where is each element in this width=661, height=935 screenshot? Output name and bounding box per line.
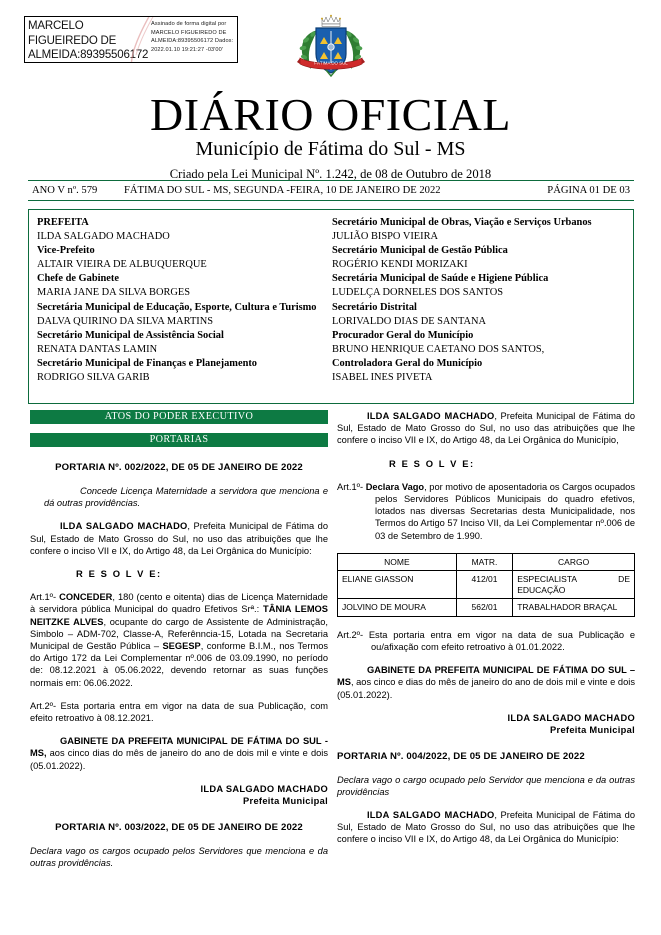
art1-text-a: , 180 (cento e oitenta) dias de Licença Maternidade à servidora pública Municipal do quadro Efetivos Srª.: [30, 592, 328, 615]
official-name: ISABEL INES PIVETA [332, 372, 433, 384]
portaria-002-preamble [30, 520, 328, 557]
officials-column-left [37, 216, 322, 385]
official-name: ILDA SALGADO MACHADO [37, 231, 170, 243]
column-header-nome: NOME [338, 553, 457, 571]
official-name: DALVA QUIRINO DA SILVA MARTINS [37, 315, 214, 327]
portaria-002-gabinete [30, 735, 328, 772]
column-header-cargo: CARGO [513, 553, 635, 571]
art1-text: , por motivo de aposentadoria os Cargos ocupados pelos Servidores Públicos Municipais do quadro efetivos, lotados nas diversas Secretarias desta Municipalidade, nos Termos do Artigo 57 Inciso VII, da Lei Complementar nº.006 de 03 de Setembro de 1.990. [375, 481, 635, 541]
art1-dept-acronym: SEGESP [162, 641, 201, 652]
portaria-004-ementa: Declara vago o cargo ocupado pelo Servidor que menciona e da outras providências [337, 774, 635, 797]
portaria-003-preamble [337, 410, 635, 447]
gabinete-text: aos cinco dias do mês de janeiro do ano de dois mil e vinte e dois (05.01.2022). [30, 748, 328, 771]
portaria-003-art1 [337, 481, 635, 542]
gabinete-text: , aos cinco e dias do mês de janeiro do ano de dois mil e vinte e dois (05.01.2022). [337, 677, 635, 700]
cell-nome: ELIANE GIASSON [338, 571, 457, 599]
portaria-003-title: PORTARIA Nº. 003/2022, DE 05 DE JANEIRO DE 2022 [55, 821, 303, 833]
preamble-text: , Prefeita Municipal de Fátima do Sul, Estado de Mato Grosso do Sul, no uso das atribuições que lhe confere o inciso VII e IX, do Artigo 48, da Lei Orgânica do Município: [30, 521, 329, 556]
signature-name: MARCELO FIGUEIREDO DE ALMEIDA:89395506172 [28, 20, 149, 61]
portaria-002-title: PORTARIA Nº. 002/2022, DE 05 DE JANEIRO DE 2022 [55, 462, 303, 473]
portaria-003-gabinete [337, 664, 635, 701]
official-role: PREFEITA [37, 217, 89, 228]
gabinete-heading: GABINETE DA PREFEITA MUNICIPAL DE FÁTIMA DO SUL – MS [337, 665, 635, 688]
art1-prefix: Art.1º- [337, 481, 366, 492]
digital-signature-box [24, 16, 238, 63]
official-name: LUDELÇA DORNELES DOS SANTOS [332, 287, 503, 299]
gabinete-heading: GABINETE DA PREFEITA MUNICIPAL DE FÁTIMA DO SUL - MS, [30, 736, 328, 759]
official-name: LORIVALDO DIAS DE SANTANA [332, 315, 486, 327]
cell-matr: 562/01 [456, 599, 512, 617]
section-header-atos: ATOS DO PODER EXECUTIVO [30, 410, 328, 424]
table-row [338, 571, 635, 599]
vacant-positions-table [337, 553, 635, 617]
officials-column-right [332, 216, 617, 385]
section-header-portarias: PORTARIAS [30, 433, 328, 447]
portaria-002-resolve-label: R E S O L V E: [76, 568, 162, 580]
portaria-002-signature [30, 783, 328, 808]
officials-box [28, 209, 634, 404]
masthead-subtitle: Município de Fátima do Sul - MS [195, 138, 466, 160]
table-header-row [338, 553, 635, 571]
signature-mayor-name: ILDA SALGADO MACHADO [507, 712, 635, 723]
official-role: Secretário Municipal de Assistência Social [37, 329, 224, 341]
art1-prefix: Art.1º- [30, 592, 60, 603]
preamble-text: , Prefeita Municipal de Fátima do Sul, Estado de Mato Grosso do Sul, no uso das atribuições que lhe confere o inciso VII e IX, do Artigo 48, da Lei Orgânica do Município: [337, 810, 636, 845]
cell-cargo: TRABALHADOR BRAÇAL [513, 599, 635, 617]
official-role: Secretário Distrital [332, 301, 417, 313]
official-name: BRUNO HENRIQUE CAETANO DOS SANTOS, [332, 343, 545, 355]
official-name: RENATA DANTAS LAMIN [37, 343, 158, 355]
body-column-right [337, 410, 635, 857]
page-title: DIÁRIO OFICIAL [150, 89, 511, 140]
coat-of-arms-icon [296, 14, 366, 88]
preamble-text: , Prefeita Municipal de Fátima do Sul, Estado de Mato Grosso do Sul, no uso das atribuições que lhe confere o inciso VII e IX, do Artigo 48, da Lei Orgânica do Município, [337, 411, 636, 446]
portaria-002-ementa: Concede Licença Maternidade a servidora que menciona e dá outras providências. [44, 486, 328, 509]
issue-bar [28, 180, 634, 201]
cell-cargo: ESPECIALISTA DE EDUCAÇÃO [517, 574, 630, 595]
official-name: ROGÉRIO KENDI MORIZAKI [332, 259, 468, 271]
official-role: Procurador Geral do Município [332, 329, 474, 341]
preamble-mayor-name: ILDA SALGADO MACHADO [367, 411, 495, 421]
art1-verb: Declara Vago [365, 481, 425, 492]
official-role: Vice-Prefeito [37, 245, 95, 257]
body-column-left [30, 410, 328, 880]
official-role: Secretária Municipal de Saúde e Higiene Pública [332, 273, 549, 285]
preamble-mayor-name: ILDA SALGADO MACHADO [367, 810, 495, 821]
portaria-003-ementa: Declara vago os cargos ocupado pelos Servidores que menciona e da outras providências. [30, 845, 328, 868]
art1-text-b: , ocupante do cargo de Assistente de Administração, Simbolo – ADM-702, Classe-A, Referênncia-15, Lotada na Secretaria Municipal de Gestão Pública – [30, 616, 328, 652]
official-role: Secretária Municipal de Educação, Esporte, Cultura e Turismo [37, 301, 317, 313]
column-header-matr: MATR. [456, 553, 512, 571]
portaria-003-resolve-label: R E S O L V E: [389, 457, 475, 469]
signature-details: Assinado de forma digital por MARCELO FIGUEIREDO DE ALMEIDA:89395506172 Dados: 2022.01.10 19:21:27 -03'00' [151, 21, 234, 53]
preamble-mayor-name: ILDA SALGADO MACHADO [60, 521, 188, 532]
official-name: RODRIGO SILVA GARIB [37, 372, 150, 384]
masthead-law-line: Criado pela Lei Municipal Nº. 1.242, de 08 de Outubro de 2018 [169, 167, 492, 181]
portaria-004-title: PORTARIA Nº. 004/2022, DE 05 DE JANEIRO DE 2022 [337, 750, 585, 762]
masthead [0, 90, 661, 182]
official-role: Chefe de Gabinete [37, 273, 119, 285]
art1-person-name: TÂNIA LEMOS NEITZKE ALVES [30, 604, 328, 627]
art1-verb: CONCEDER [59, 592, 113, 603]
portaria-002-art1 [30, 591, 328, 689]
official-name: JULIÃO BISPO VIEIRA [332, 231, 439, 243]
portaria-003-art2: Art.2º- Esta portaria entra em vigor na data de sua Publicação e ou/afixação com efeito retroativo à 01.01.2022. [337, 629, 635, 653]
official-name: ALTAIR VIEIRA DE ALBUQUERQUE [37, 259, 207, 271]
art1-text-c: , conforme B.I.M., nos Termos do Artigo 172 da Lei Complementar nº.006 de 03.09.1990, no período de: 08.12.2021 à 05.06.2022, devendo retornar as suas funções normais em: 06.06.2022. [30, 641, 329, 688]
table-row [338, 599, 635, 617]
portaria-003-signature [337, 712, 635, 737]
official-name: MARIA JANE DA SILVA BORGES [37, 287, 191, 299]
signature-mayor-role: Prefeita Municipal [243, 796, 328, 807]
issue-place-date: FÁTIMA DO SUL - MS, SEGUNDA -FEIRA, 10 DE JANEIRO DE 2022 [124, 185, 441, 196]
official-role: Secretário Municipal de Finanças e Planejamento [37, 357, 258, 369]
signature-mayor-name: ILDA SALGADO MACHADO [200, 783, 328, 794]
portaria-002-art2: Art.2º- Esta portaria entra em vigor na data de sua Publicação, com efeito retroativo à 08.12.2021. [30, 700, 328, 724]
signature-mayor-role: Prefeita Municipal [550, 725, 635, 736]
cell-matr: 412/01 [456, 571, 512, 599]
issue-year-number: ANO V nº. 579 [32, 185, 98, 196]
cell-nome: JOLVINO DE MOURA [338, 599, 457, 617]
portaria-004-preamble [337, 809, 635, 846]
svg-text:FÁTIMA DO SUL: FÁTIMA DO SUL [314, 60, 348, 66]
official-role: Secretário Municipal de Obras, Viação e Serviços Urbanos [332, 217, 592, 228]
official-role: Controladora Geral do Município [332, 357, 483, 369]
page-indicator: PÁGINA 01 DE 03 [547, 185, 630, 196]
official-role: Secretário Municipal de Gestão Pública [332, 245, 508, 257]
